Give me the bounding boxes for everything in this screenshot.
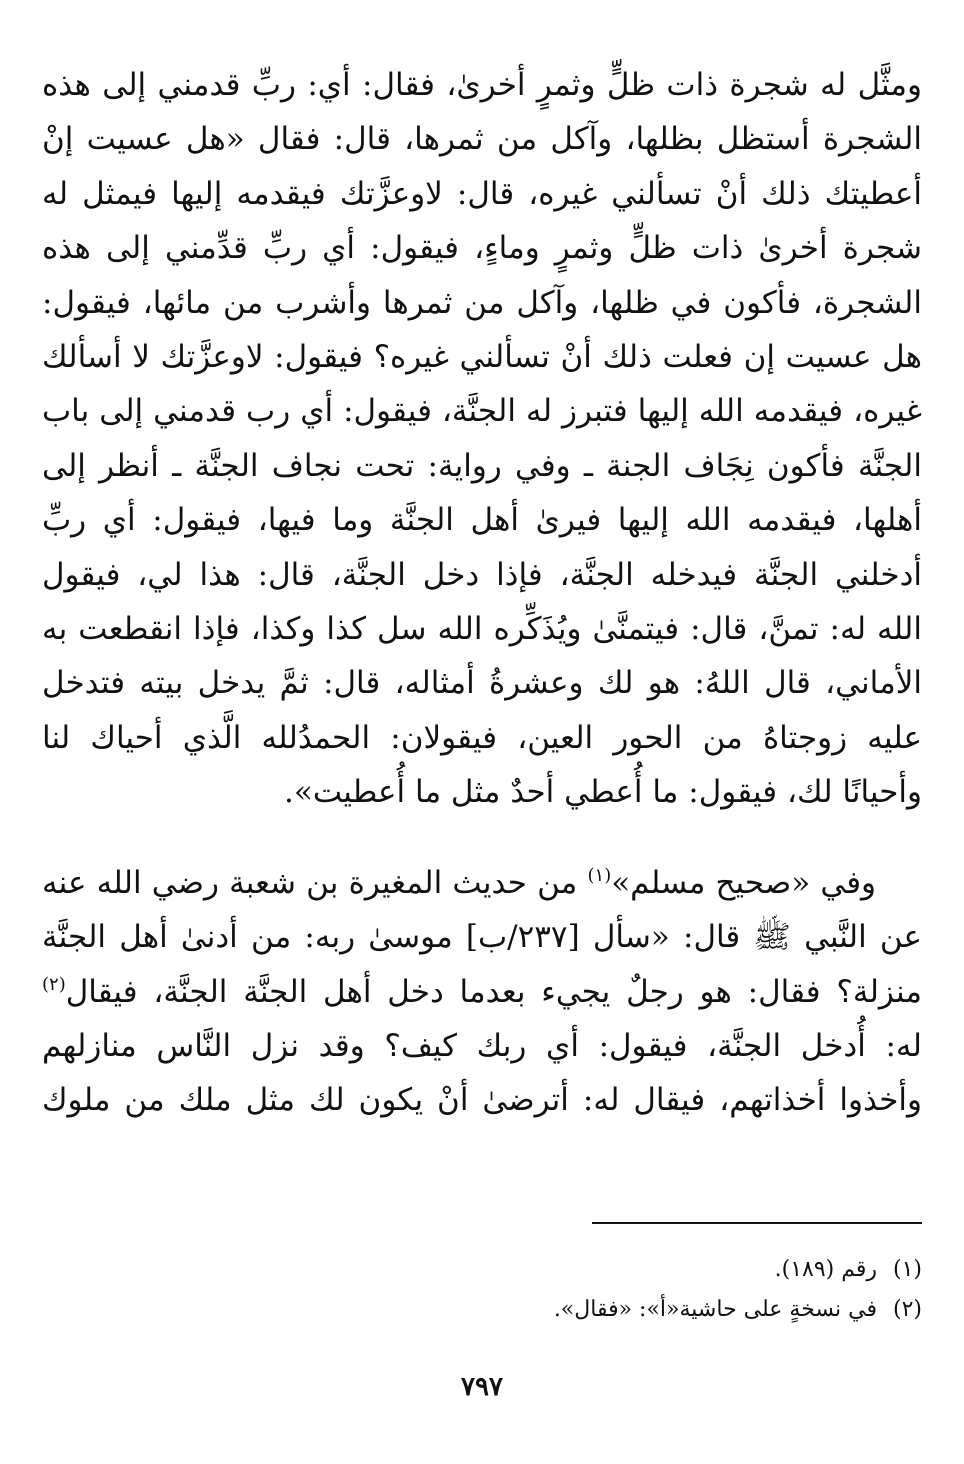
paragraph-1-line-4: شجرة أخرىٰ ذات ظلٍّ وثمرٍ وماءٍ، فيقول: أي ربِّ قدِّمني إلى هذه xyxy=(42,230,922,267)
paragraph-1-line-9: أهلها، فيقدمه الله إليها فيرىٰ أهل الجنَّة وما فيها، فيقول: أي ربِّ xyxy=(42,502,922,539)
paragraph-2 xyxy=(42,856,922,1128)
footnote-1 xyxy=(42,1250,922,1290)
paragraph-gap xyxy=(42,820,922,856)
paragraph-1-line-2: الشجرة أستظل بظلها، وآكل من ثمرها، قال: فقال «هل عسيت إنْ xyxy=(42,121,922,158)
footnote-text: رقم (١٨٩). xyxy=(774,1257,877,1282)
paragraph-1-line-11: الله له: تمنَّ، قال: فيتمنَّىٰ ويُذَكِّره الله سل كذا وكذا، فإذا انقطعت به xyxy=(42,611,922,648)
paragraph-1-line-13: عليه زوجتاهُ من الحور العين، فيقولان: الحمدُلله الَّذي أحياك لنا xyxy=(42,719,922,756)
footnote-number: (٢) xyxy=(892,1297,922,1322)
text-run: منزلة؟ فقال: هو رجلٌ يجيء بعدما دخل أهل الجنَّة الجنَّة، فيقال xyxy=(65,973,922,1010)
paragraph-1-line-7: غيره، فيقدمه الله إليها فتبرز له الجنَّة، فيقول: أي رب قدمني إلى باب xyxy=(42,393,922,430)
page-number: ٧٩٧ xyxy=(461,1372,503,1402)
footnote-separator xyxy=(592,1222,922,1224)
paragraph-2-line-4: له: أُدخل الجنَّة، فيقول: أي ربك كيف؟ وقد نزل النَّاس منازلهم xyxy=(42,1027,922,1064)
paragraph-1-line-14: وأحيانًا لك، فيقول: ما أُعطي أحدٌ مثل ما أُعطيت». xyxy=(284,774,922,811)
paragraph-1-line-8: الجنَّة فأكون نِجَاف الجنة ـ وفي رواية: تحت نجاف الجنَّة ـ أنظر إلى xyxy=(42,447,922,484)
footnote-ref-2[interactable]: (٢) xyxy=(42,973,66,995)
footnote-number: (١) xyxy=(892,1257,922,1282)
paragraph-1 xyxy=(42,58,922,820)
paragraph-2-line-2: عن النَّبي ﷺ قال: «سأل [٢٣٧/ب] موسىٰ ربه: من أدنىٰ أهل الجنَّة xyxy=(42,919,922,956)
paragraph-1-line-6: هل عسيت إن فعلت ذلك أنْ تسألني غيره؟ فيقول: لاوعزَّتك لا أسألك xyxy=(42,339,922,376)
paragraph-1-line-1: ومثَّل له شجرة ذات ظلٍّ وثمرٍ أخرىٰ، فقال: أي: ربِّ قدمني إلى هذه xyxy=(42,67,922,103)
paragraph-1-line-10: أدخلني الجنَّة فيدخله الجنَّة، فإذا دخل الجنَّة، قال: هذا لي، فيقول xyxy=(42,556,922,593)
footnote-text: في نسخةٍ على حاشية«أ»: «فقال». xyxy=(553,1297,877,1322)
footnote-2 xyxy=(42,1290,922,1330)
text-run: وفي «صحيح مسلم» xyxy=(611,864,876,901)
page-body xyxy=(42,58,922,1128)
paragraph-1-line-12: الأماني، قال اللهُ: هو لك وعشرةُ أمثاله، قال: ثمَّ يدخل بيته فتدخل xyxy=(42,665,922,702)
paragraph-2-line-5: وأخذوا أخذاتهم، فيقال له: أترضىٰ أنْ يكون لك مثل ملك من ملوك xyxy=(42,1082,922,1119)
footnote-ref-1[interactable]: (١) xyxy=(587,864,612,886)
paragraph-2-line-1 xyxy=(42,856,922,910)
paragraph-1-line-5: الشجرة، فأكون في ظلها، وآكل من ثمرها وأشرب من مائها، فيقول: xyxy=(42,284,922,321)
paragraph-1-line-3: أعطيتك ذلك أنْ تسألني غيره، قال: لاوعزَّتك فيقدمه إليها فيمثل له xyxy=(42,175,922,212)
footnotes xyxy=(42,1250,922,1330)
text-run: من حديث المغيرة بن شعبة رضي الله عنه xyxy=(42,864,588,901)
paragraph-2-line-3 xyxy=(42,965,922,1019)
